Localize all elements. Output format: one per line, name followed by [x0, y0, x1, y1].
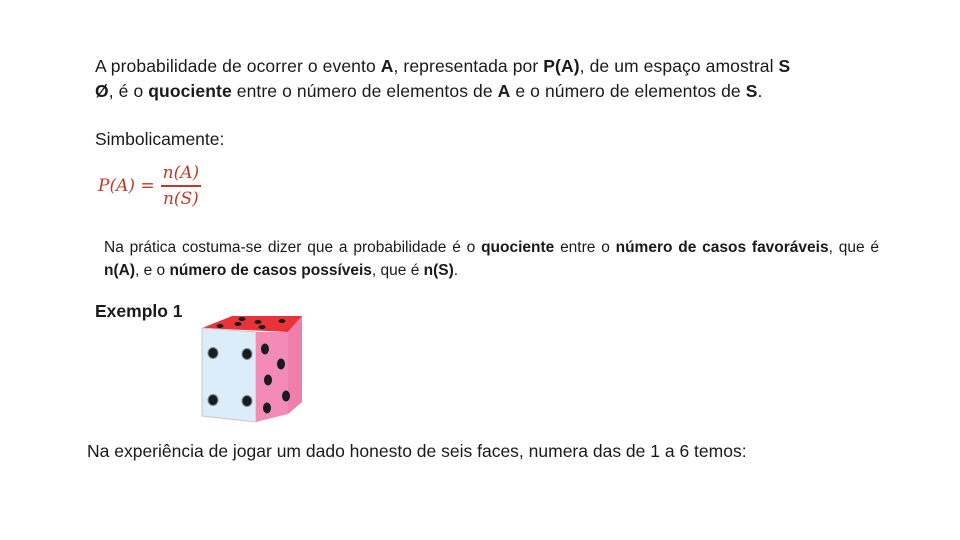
- experiment-paragraph: Na experiência de jogar um dado honesto de seis faces, numera das de 1 a 6 temos:: [87, 441, 747, 461]
- text: , de um espaço amostral: [579, 56, 779, 76]
- empty-set-symbol: Ø: [95, 81, 109, 101]
- sample-space-s: S: [778, 56, 791, 76]
- text: , e o: [135, 262, 170, 279]
- quociente-term: quociente: [148, 81, 232, 101]
- text: , representada por: [393, 56, 544, 76]
- n-a-term: n(A): [104, 262, 135, 279]
- sample-space-s: S: [745, 81, 758, 101]
- dice-right-face: [256, 332, 288, 422]
- text: , é o: [108, 81, 149, 101]
- event-a: A: [497, 81, 511, 101]
- quociente-term: quociente: [481, 239, 555, 256]
- n-s-term: n(S): [423, 262, 454, 279]
- text: entre o: [554, 239, 616, 256]
- dice-image: [190, 312, 312, 424]
- formula-fraction: [161, 163, 202, 209]
- probability-formula: [98, 163, 201, 209]
- possible-cases-term: número de casos possíveis: [169, 262, 372, 279]
- text: .: [757, 81, 763, 101]
- event-a: A: [380, 56, 394, 76]
- text: Na prática costuma-se dizer que a probabilidade é o: [104, 239, 482, 256]
- formula-numerator: n(A): [162, 163, 200, 183]
- text: .: [453, 262, 459, 279]
- practice-paragraph: [104, 236, 879, 282]
- formula-lhs: P(A) =: [98, 175, 155, 196]
- example-heading: Exemplo 1: [95, 301, 183, 321]
- dice-right-face-edge: [288, 316, 302, 414]
- text: , que é: [371, 262, 424, 279]
- formula-denominator: n(S): [162, 188, 199, 209]
- prob-notation: P(A): [543, 56, 580, 76]
- definition-paragraph: [95, 54, 885, 104]
- dice-left-face: [202, 328, 256, 422]
- text: entre o número de elementos de: [231, 81, 498, 101]
- text: A probabilidade de ocorrer o evento: [95, 56, 381, 76]
- simbolicamente-label: Simbolicamente:: [95, 129, 225, 149]
- text: e o número de elementos de: [510, 81, 746, 101]
- text: , que é: [828, 239, 879, 256]
- favorable-cases-term: número de casos favoráveis: [615, 239, 829, 256]
